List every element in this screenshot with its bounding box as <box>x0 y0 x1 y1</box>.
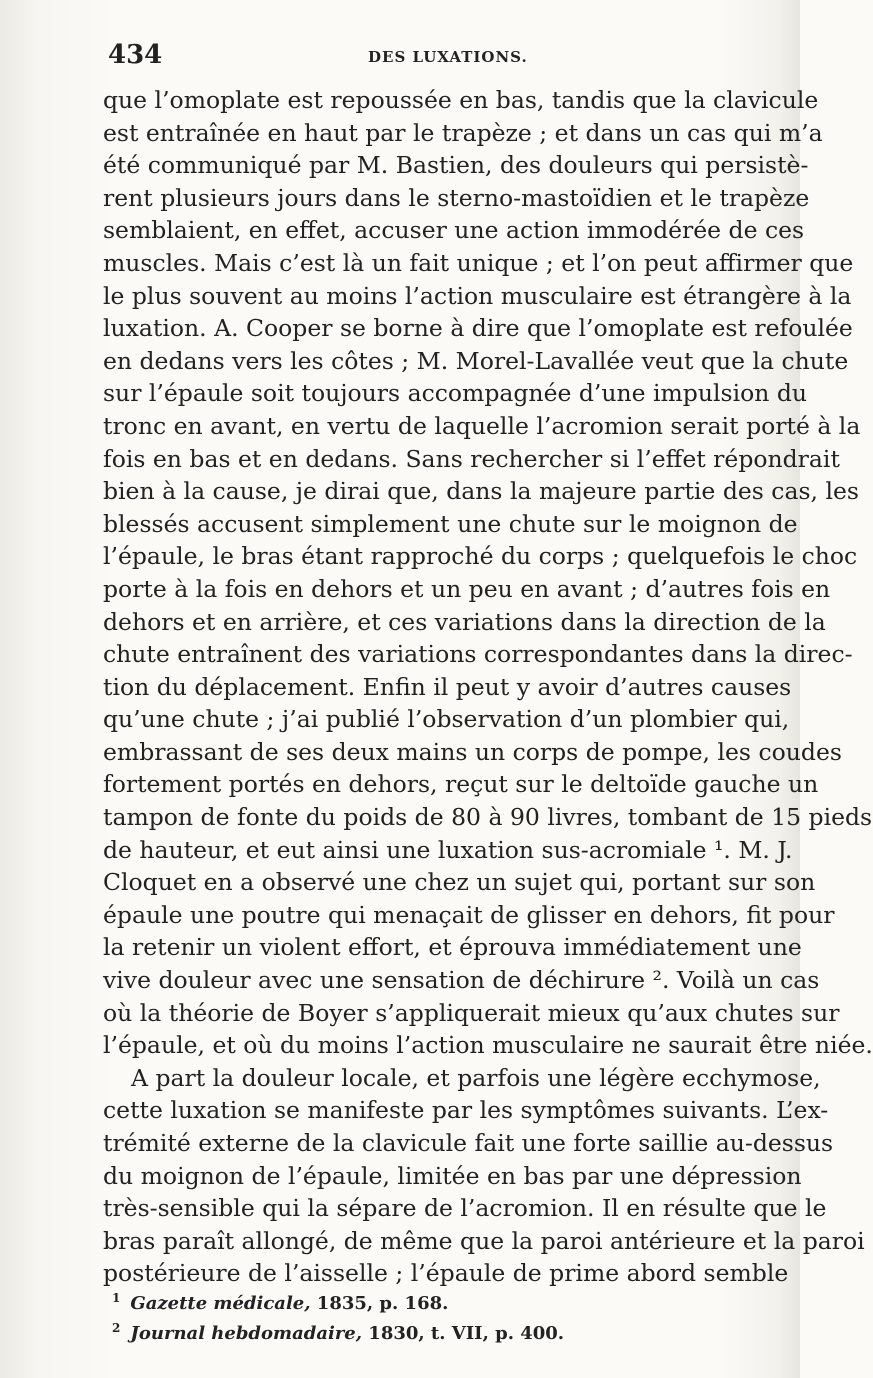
text-line: postérieure de l’aisselle ; l’épaule de prime abord semble <box>103 1259 789 1288</box>
text-line: du moignon de l’épaule, limitée en bas par une dépression <box>103 1161 802 1190</box>
text-line: Cloquet en a observé une chez un sujet qui, portant sur son <box>103 868 816 897</box>
text-line: vive douleur avec une sensation de déchirure ². Voilà un cas <box>103 966 820 995</box>
text-line: muscles. Mais c’est là un fait unique ; et l’on peut affirmer que <box>103 248 854 277</box>
text-line: en dedans vers les côtes ; M. Morel-Lavallée veut que la chute <box>103 346 849 375</box>
page-header <box>108 40 778 80</box>
text-line: porte à la fois en dehors et un peu en avant ; d’autres fois en <box>103 574 831 603</box>
body-text <box>103 84 873 1290</box>
running-head: DES LUXATIONS. <box>368 48 528 66</box>
footnote-title: Journal hebdomadaire, <box>130 1323 363 1344</box>
text-line: A part la douleur locale, et parfois une légère ecchymose, <box>131 1063 821 1092</box>
page-number: 434 <box>108 40 163 70</box>
text-line: très-sensible qui la sépare de l’acromion. Il en résulte que le <box>103 1194 827 1223</box>
text-line: été communiqué par M. Bastien, des douleurs qui persistè- <box>103 151 809 180</box>
text-line: la retenir un violent effort, et éprouva immédiatement une <box>103 933 802 962</box>
text-line: fois en bas et en dedans. Sans rechercher si l’effet répondrait <box>103 444 840 473</box>
text-line: tampon de fonte du poids de 80 à 90 livres, tombant de 15 pieds <box>103 803 873 832</box>
footnote-title: Gazette médicale, <box>130 1293 311 1314</box>
footnote <box>112 1283 752 1313</box>
text-line: épaule une poutre qui menaçait de glisser en dehors, fit pour <box>103 900 835 929</box>
text-line: tion du déplacement. Enfin il peut y avoir d’autres causes <box>103 672 792 701</box>
text-line: est entraînée en haut par le trapèze ; et dans un cas qui m’a <box>103 118 823 147</box>
text-line: dehors et en arrière, et ces variations dans la direction de la <box>103 607 826 636</box>
text-line: l’épaule, et où du moins l’action musculaire ne saurait être niée. <box>103 1031 873 1060</box>
text-line: cette luxation se manifeste par les symptômes suivants. L’ex- <box>103 1096 829 1125</box>
text-line: qu’une chute ; j’ai publié l’observation d’un plombier qui, <box>103 705 790 734</box>
text-line: de hauteur, et eut ainsi une luxation sus-acromiale ¹. M. J. <box>103 835 793 864</box>
text-line: semblaient, en effet, accuser une action immodérée de ces <box>103 216 805 245</box>
text-line: l’épaule, le bras étant rapproché du corps ; quelquefois le choc <box>103 542 858 571</box>
text-line: le plus souvent au moins l’action musculaire est étrangère à la <box>103 281 852 310</box>
footnote-citation: 1835, p. 168. <box>310 1293 449 1314</box>
text-line: trémité externe de la clavicule fait une forte saillie au-dessus <box>103 1129 834 1157</box>
text-line: que l’omoplate est repoussée en bas, tandis que la clavicule <box>103 86 819 114</box>
footnote <box>112 1313 752 1343</box>
text-line: rent plusieurs jours dans le sterno-mastoïdien et le trapèze <box>103 183 810 212</box>
text-line: où la théorie de Boyer s’appliquerait mieux qu’aux chutes sur <box>103 998 840 1027</box>
footnote-mark: 2 <box>112 1321 121 1335</box>
text-line: sur l’épaule soit toujours accompagnée d’une impulsion du <box>103 379 808 408</box>
text-line: bien à la cause, je dirai que, dans la majeure partie des cas, les <box>103 477 859 506</box>
text-line: chute entraînent des variations correspondantes dans la direc- <box>103 640 853 669</box>
footnote-citation: 1830, t. VII, p. 400. <box>362 1323 565 1344</box>
footnote-mark: 1 <box>112 1291 121 1305</box>
text-line: tronc en avant, en vertu de laquelle l’acromion serait porté à la <box>103 411 861 440</box>
text-line: fortement portés en dehors, reçut sur le deltoïde gauche un <box>103 770 819 799</box>
text-line: blessés accusent simplement une chute sur le moignon de <box>103 509 798 538</box>
text-line: bras paraît allongé, de même que la paroi antérieure et la paroi <box>103 1226 865 1255</box>
text-line: embrassant de ses deux mains un corps de pompe, les coudes <box>103 737 842 766</box>
footnotes <box>112 1283 752 1343</box>
text-line: luxation. A. Cooper se borne à dire que l’omoplate est refoulée <box>103 314 853 343</box>
